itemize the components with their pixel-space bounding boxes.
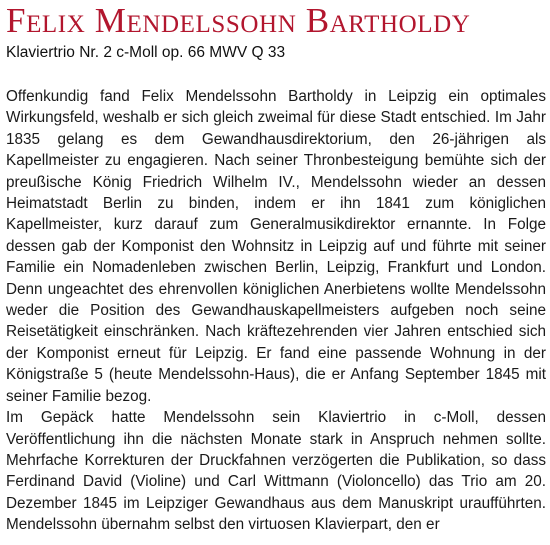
document-page <box>6 0 546 536</box>
work-subtitle: Klaviertrio Nr. 2 c-Moll op. 66 MWV Q 33 <box>6 44 286 61</box>
paragraph-1: Offenkundig fand Felix Mendelssohn Bartholdy in Leipzig ein optimales Wirkungsfeld, weshalb er sich gleich zweimal für diese Stadt entschied. Im Jahr 1835 gelang es dem Gewandhausdirektorium, den 26-jährigen als Kapellmeister zu engagieren. Nach seiner Thronbesteigung bemühte sich der preußische König Friedrich Wilhelm IV., Mendelssohn wieder an dessen Heimatstadt Berlin zu binden, indem er ihn 1841 zum königlichen Kapellmeister, kurz darauf zum Generalmusikdirektor ernannte. In Folge dessen gab der Komponist den Wohnsitz in Leipzig auf und führte mit seiner Familie ein Nomadenleben zwischen Berlin, Leipzig, Frankfurt und London. Denn ungeachtet des ehrenvollen königlichen Anerbietens wollte Mendelssohn weder die Position des Gewandhauskapellmeisters aufgeben noch seine Reisetätigkeit einschränken. Nach kräftezehrenden vier Jahren entschied sich der Komponist erneut für Leipzig. Er fand eine passende Wohnung in der Königstraße 5 (heute Mendelssohn-Haus), die er Anfang September 1845 mit seiner Familie bezog. <box>6 88 546 405</box>
paragraph-2: Im Gepäck hatte Mendelssohn sein Klaviertrio in c-Moll, dessen Veröffentlichung ihn die nächsten Monate stark in Anspruch nehmen sollte. Mehrfache Korrekturen der Druckfahnen verzögerten die Publikation, so dass Ferdinand David (Violine) und Carl Wittmann (Violoncello) das Trio am 20. Dezember 1845 im Leipziger Gewandhaus aus dem Manuskript uraufführten. Mendelssohn übernahm selbst den virtuosen Klavierpart, den er <box>6 409 546 534</box>
article-body <box>6 86 546 536</box>
composer-heading: Felix Mendelssohn Bartholdy <box>6 1 471 40</box>
